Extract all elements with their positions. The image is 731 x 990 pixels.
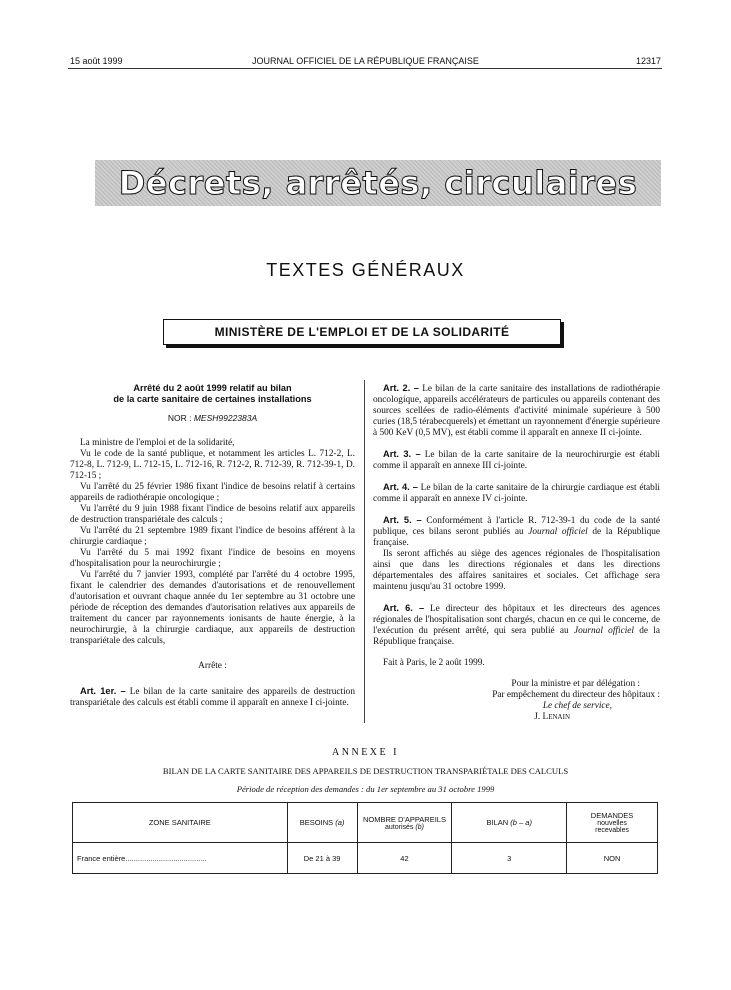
signature-line: Par empêchement du directeur des hôpitaux : — [492, 690, 660, 700]
column-header-zone: ZONE SANITAIRE — [73, 803, 288, 843]
section-heading: TEXTES GÉNÉRAUX — [266, 260, 465, 280]
preamble-paragraph: Vu l'arrêté du 9 juin 1988 fixant l'indice de besoins relatif aux appareils de destruction transpariétale des calculs ; — [70, 504, 355, 525]
article-6: Art. 6. – Le directeur des hôpitaux et les directeurs des agences régionales de l'hospitalisation sont chargés, chacun en ce qui le concerne, de l'exécution du présent arrêté, qui sera publié au Journal officiel de la République française. — [373, 603, 660, 647]
column-header-besoins: BESOINS (a) — [287, 803, 357, 843]
header-rule — [68, 68, 662, 69]
done-at-paris: Fait à Paris, le 2 août 1999. — [383, 658, 485, 668]
decree-title: Arrêté du 2 août 1999 relatif au bilan de la carte sanitaire de certaines installations — [113, 383, 312, 404]
cell-nombre: 42 — [357, 843, 452, 874]
left-column — [70, 383, 355, 709]
signatory-name: J. Lenain — [534, 712, 570, 722]
ministry-box: MINISTÈRE DE L'EMPLOI ET DE LA SOLIDARITÉ — [163, 319, 561, 345]
column-header-bilan: BILAN (b – a) — [452, 803, 567, 843]
annexe-period: Période de réception des demandes : du 1er septembre au 31 octobre 1999 — [236, 784, 495, 794]
table-header-row — [73, 803, 658, 843]
preamble-paragraph: Vu l'arrêté du 7 janvier 1993, complété par l'arrêté du 4 octobre 1995, fixant le calendrier des demandes d'autorisations et de renouvellement d'autorisation et ouvrant chaque année du 1er septembre au 31 octobre une période de réception des demandes d'autorisation relatives aux appareils de traitement du cancer par rayonnements ionisants de haute énergie, à la neurochirurgie, à la chirurgie cardiaque, aux appareils de destruction transpariétale des calculs, — [70, 570, 355, 646]
preamble-paragraph: La ministre de l'emploi et de la solidarité, — [80, 438, 235, 448]
annexe-title: ANNEXE I — [332, 747, 399, 758]
cell-bilan: 3 — [452, 843, 567, 874]
article-5-paragraph-2: Ils seront affichés au siège des agences régionales de l'hospitalisation ainsi que dans les directions régionales et dans les directions départementales des affaires sanitaires et sociales. Cet affichage sera maintenu jusqu'au 31 octobre 1999. — [373, 549, 660, 592]
preamble-paragraph: Vu le code de la santé publique, et notamment les articles L. 712-2, L. 712-8, L. 712-9, L. 712-15, L. 712-16, R. 712-2, R. 712-39, R. 712-39-1, D. 712-15 ; — [70, 449, 355, 481]
section-banner — [95, 160, 661, 206]
cell-besoins: De 21 à 39 — [287, 843, 357, 874]
cell-zone: France entière....................................... — [73, 843, 288, 874]
header-date: 15 août 1999 — [70, 56, 123, 66]
cell-demandes: NON — [567, 843, 658, 874]
right-column — [373, 383, 660, 723]
column-header-demandes: DEMANDES nouvelles recevables — [567, 803, 658, 843]
article-2: Art. 2. – Le bilan de la carte sanitaire des installations de radiothérapie oncologique, appareils accélérateurs de particules ou appareils contenant des sources scellées de radio-éléments d'activité minimale supérieure à 500 curies (18,5 térabecquerels) et émettant un rayonnement d'énergie supérieure à 500 KeV (0,5 MV), est établi comme il apparaît en annexe II ci-jointe. — [373, 383, 660, 438]
column-divider — [364, 380, 365, 723]
article-4: Art. 4. – Le bilan de la carte sanitaire de la chirurgie cardiaque est établi comme il apparaît en annexe IV ci-jointe. — [373, 482, 660, 504]
preamble-paragraph: Vu l'arrêté du 25 février 1986 fixant l'indice de besoins relatif à certains appareils de radiothérapie oncologique ; — [70, 482, 355, 503]
column-header-nombre: NOMBRE D'APPAREILS autorisés (b) — [357, 803, 452, 843]
arrete-heading: Arrête : — [198, 661, 227, 671]
preamble-paragraph: Vu l'arrêté du 21 septembre 1989 fixant l'indice de besoins afférent à la chirurgie cardiaque ; — [70, 526, 355, 547]
header-journal-title: JOURNAL OFFICIEL DE LA RÉPUBLIQUE FRANÇAISE — [252, 56, 479, 66]
table-row — [73, 843, 658, 874]
bilan-table — [72, 802, 658, 874]
article-5: Art. 5. – Conformément à l'article R. 712-39-1 du code de la santé publique, ces bilans seront publiés au Journal officiel de la République française. — [373, 515, 661, 548]
section-banner-text: Décrets, arrêtés, circulaires — [118, 164, 638, 202]
preamble-paragraph: Vu l'arrêté du 5 mai 1992 fixant l'indice de besoins en moyens d'hospitalisation pour la neurochirurgie ; — [70, 548, 355, 569]
nor-reference: NOR : MESH9922383A — [167, 413, 258, 423]
signature-line: Pour la ministre et par délégation : — [511, 679, 640, 689]
header-page-number: 12317 — [635, 56, 661, 66]
article-1: Art. 1er. – Le bilan de la carte sanitaire des appareils de destruction transpariétale des calculs est établi comme il apparaît en annexe I ci-jointe. — [70, 686, 355, 708]
article-3: Art. 3. – Le bilan de la carte sanitaire de la neurochirurgie est établi comme il apparaît en annexe III ci-jointe. — [373, 449, 661, 471]
signature-line: Le chef de service, — [542, 701, 612, 711]
annexe-subtitle: BILAN DE LA CARTE SANITAIRE DES APPAREILS DE DESTRUCTION TRANSPARIÉTALE DES CALCULS — [162, 766, 569, 776]
